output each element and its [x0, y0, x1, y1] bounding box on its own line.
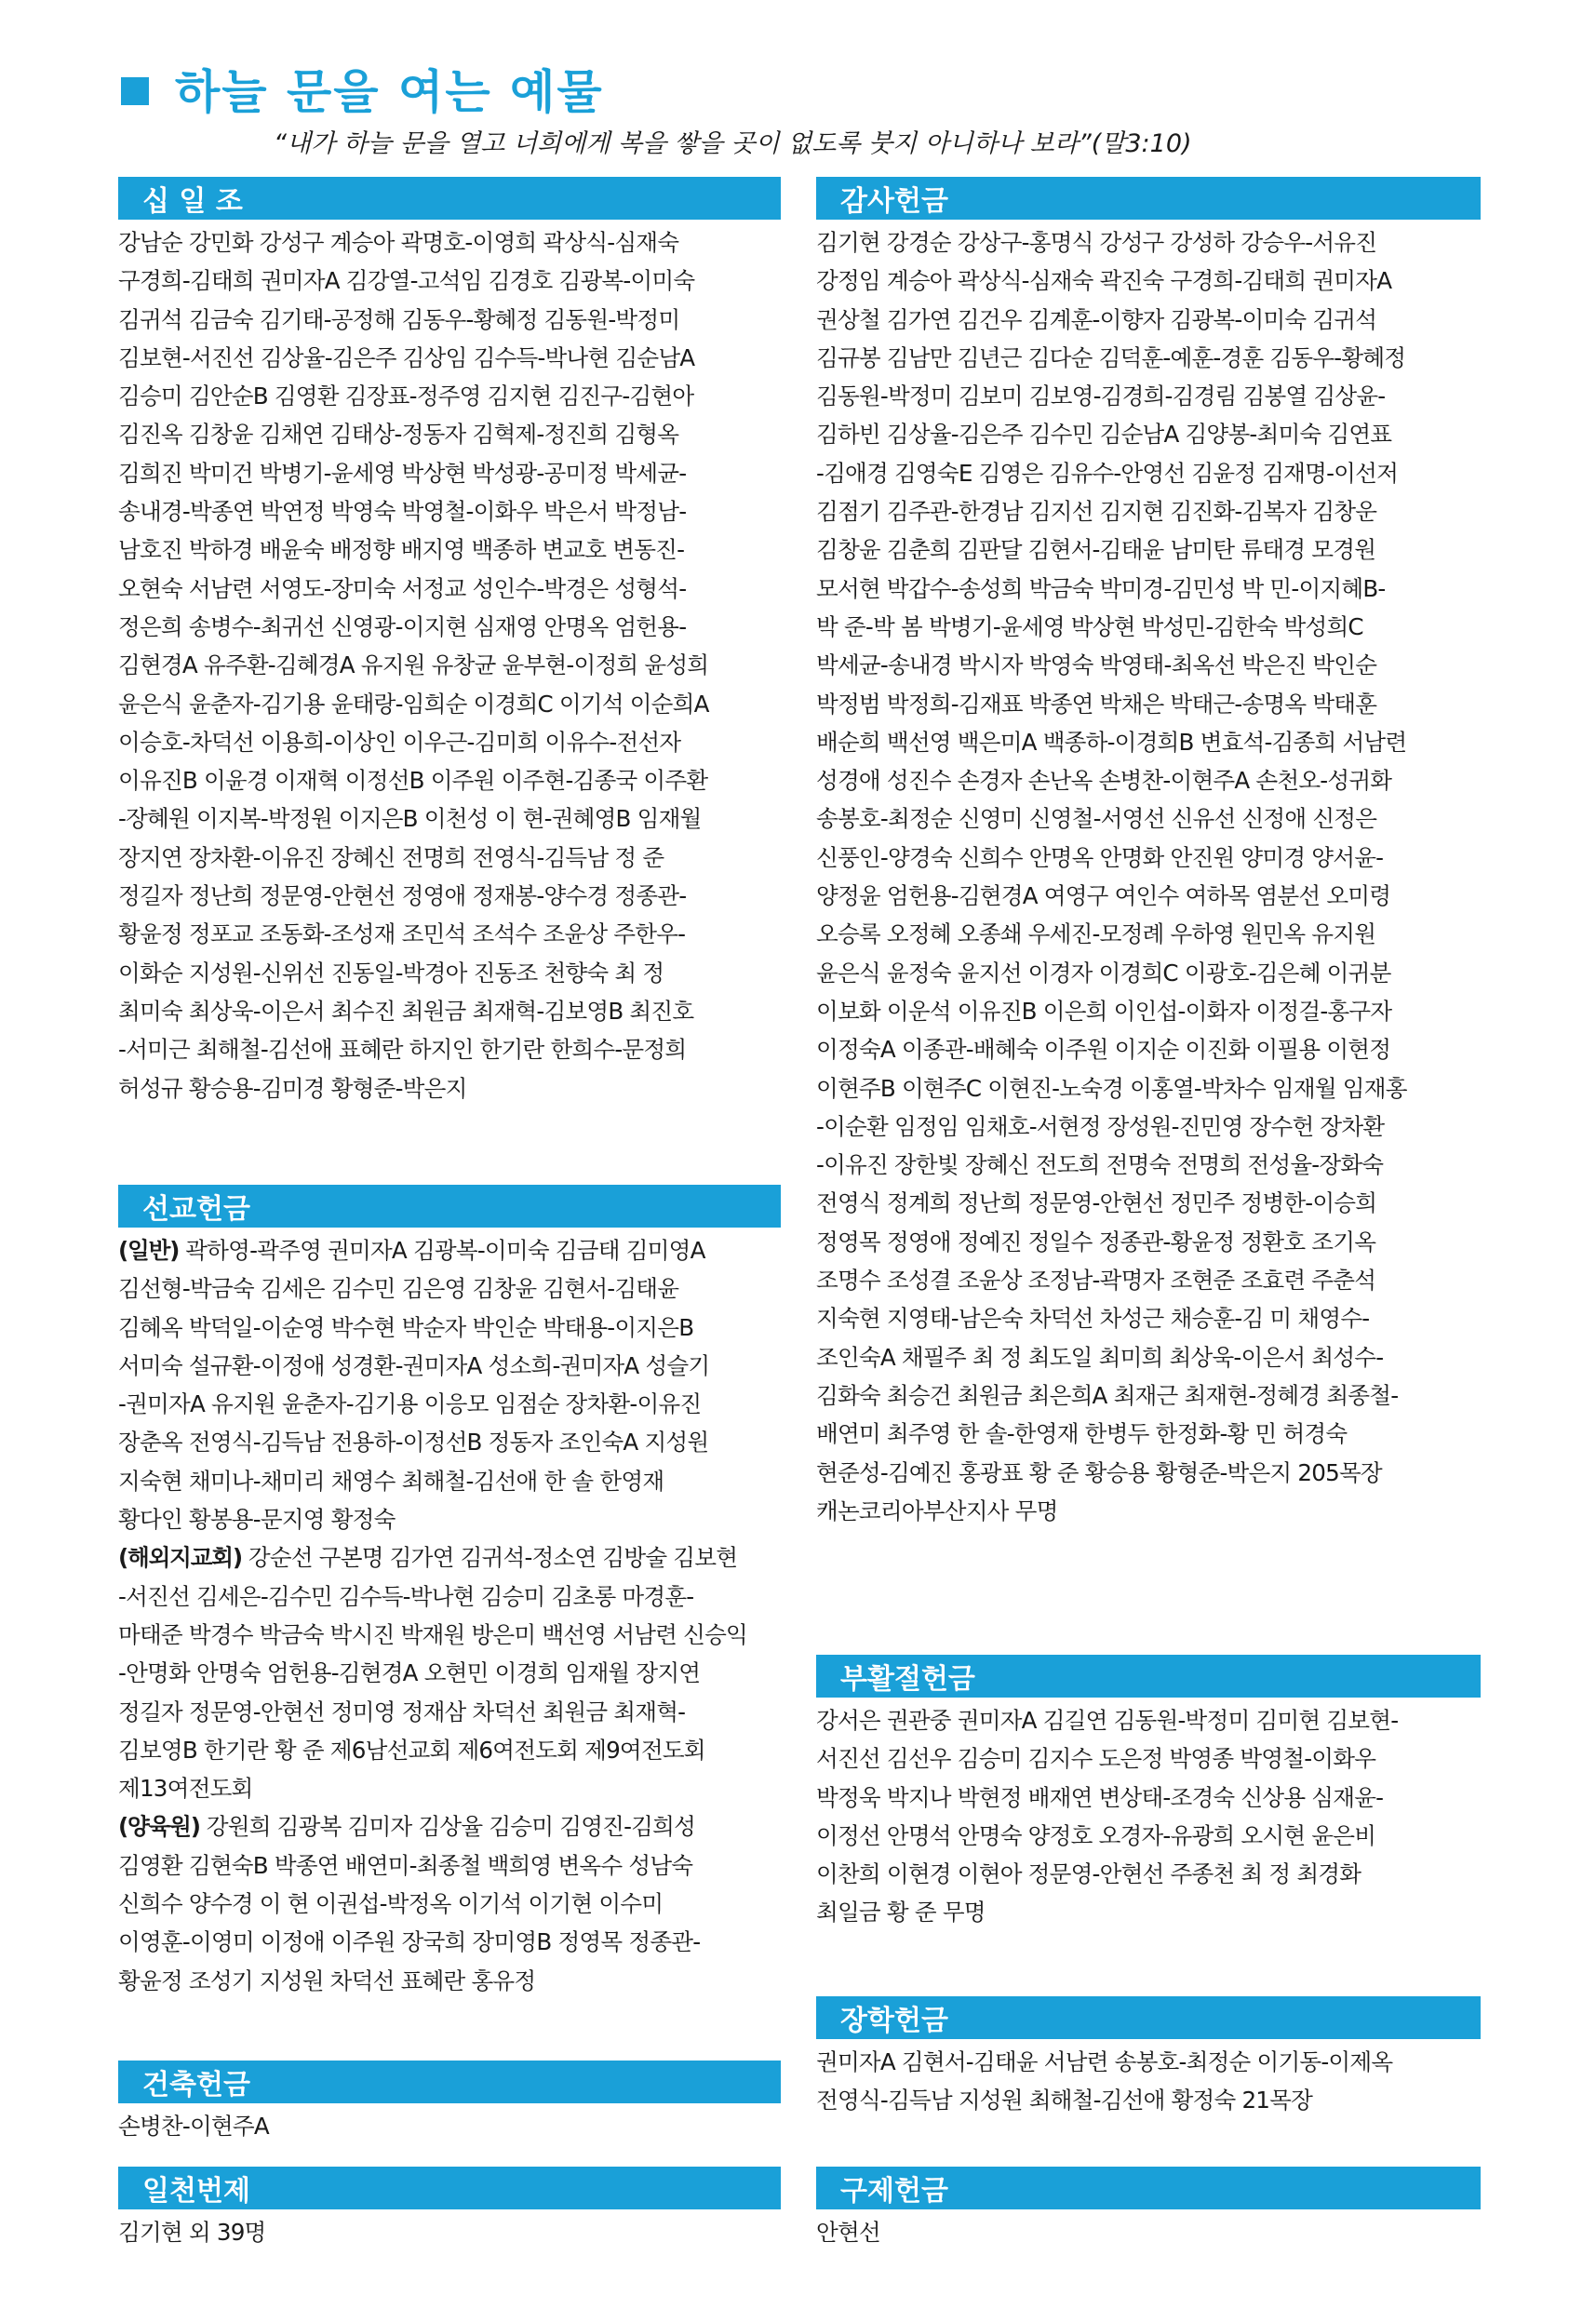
section-header-scholarship: 장학헌금 — [816, 1996, 1481, 2039]
section-header-ilcheon: 일천번제 — [118, 2167, 781, 2209]
section-header-building: 건축헌금 — [118, 2061, 781, 2103]
relief-names: 안현선 — [816, 2219, 880, 2246]
scholarship-names: 권미자A 김현서-김태윤 서남련 송봉호-최정순 이기동-이제옥 전영식-김득남 지성원 최해철-김선애 황정숙 21목장 — [816, 2048, 1393, 2114]
section-building — [118, 2061, 781, 2145]
section-relief — [816, 2167, 1481, 2251]
section-scholarship — [816, 1996, 1481, 2120]
section-mission — [118, 1185, 781, 2000]
mission-group-overseas-names: 강순선 구본명 김가연 김귀석-정소연 김방술 김보현 -서진선 김세은-김수민 김수득-박나현 김승미 김초롱 마경훈- 마태준 박경수 박금숙 박시진 박재원 방은미 백선영 서남련 신승익 -안명화 안명숙 엄헌용-김현경A 오현민 이경희 임재월 장지연 정길자 정문영-안현선 정미영 정재삼 차덕선 최원금 최재혁- 김보영B 한기란 황 준 제6남선교회 제6여전도회 제9여전도회 제13여전도회 — [118, 1544, 747, 1803]
section-easter — [816, 1655, 1481, 1932]
section-header-easter: 부활절헌금 — [816, 1655, 1481, 1698]
bible-verse: “내가 하늘 문을 열고 너희에게 복을 쌓을 곳이 없도록 붓지 아니하나 보라”(말3:10) — [274, 129, 1192, 158]
easter-names: 강서은 권관중 권미자A 김길연 김동원-박정미 김미현 김보현- 서진선 김선우 김승미 김지수 도은정 박영종 박영철-이화우 박정욱 박지나 박현정 배재연 변상태-조경숙 신상용 심재윤- 이정선 안명석 안명숙 양정호 오경자-유광희 오시현 윤은비 이찬희 이현경 이현아 정문영-안현선 주종천 최 정 최경화 최일금 황 준 무명 — [816, 1707, 1399, 1926]
ilcheon-names: 김기현 외 39명 — [118, 2219, 266, 2246]
mission-group-label-general: (일반) — [118, 1237, 180, 1264]
mission-group-label-orphanage: (양육원) — [118, 1813, 200, 1841]
page-title: 하늘 문을 여는 예물 — [175, 65, 604, 119]
mission-names — [118, 1231, 781, 2000]
page-title-row — [121, 56, 604, 121]
section-thanks — [816, 177, 1481, 1530]
thanks-names: 김기현 강경순 강상구-홍명식 강성구 강성하 강승우-서유진 강정임 계승아 곽상식-심재숙 곽진숙 구경희-김태희 권미자A 권상철 김가연 김건우 김계훈-이향자 김광복-이미숙 김귀석 김규봉 김남만 김년근 김다순 김덕훈-예훈-경훈 김동우-황혜정 김동원-박정미 김보미 김보영-김경희-김경림 김봉열 김상윤- 김하빈 김상율-김은주 김수민 김순남A 김양봉-최미숙 김연표 -김애경 김영숙E 김영은 김유수-안영선 김윤정 김재명-이선저 김점기 김주관-한경남 김지선 김지현 김진화-김복자 김창운 김창윤 김춘희 김판달 김현서-김태윤 남미탄 류태경 모경원 모서현 박갑수-송성희 박금숙 박미경-김민성 박 민-이지혜B- 박 준-박 봄 박병기-윤세영 박상현 박성민-김한숙 박성희C 박세균-송내경 박시자 박영숙 박영태-최옥선 박은진 박인순 박정범 박정희-김재표 박종연 박채은 박태근-송명옥 박태훈 배순희 백선영 백은미A 백종하-이경희B 변효석-김종희 서남련 성경애 성진수 손경자 손난옥 손병찬-이현주A 손천오-성귀화 송봉호-최정순 신영미 신영철-서영선 신유선 신정애 신정은 신풍인-양경숙 신희수 안명옥 안명화 안진원 양미경 양서윤- 양정윤 엄헌용-김현경A 여영구 여인수 여하목 염분선 오미령 오승록 오정혜 오종쇄 우세진-모정례 우하영 원민옥 유지원 윤은식 윤정숙 윤지선 이경자 이경희C 이광호-김은혜 이귀분 이보화 이운석 이유진B 이은희 이인섭-이화자 이정걸-홍구자 이정숙A 이종관-배혜숙 이주원 이지순 이진화 이필용 이현정 이현주B 이현주C 이현진-노숙경 이홍열-박차수 임재월 임재홍 -이순환 임정임 임채호-서현정 장성원-진민영 장수헌 장차환 -이유진 장한빛 장혜신 전도희 전명숙 전명희 전성율-장화숙 전영식 정계희 정난희 정문영-안현선 정민주 정병한-이승희 정영목 정영애 정예진 정일수 정종관-황윤정 정환호 조기옥 조명수 조성결 조윤상 조정남-곽명자 조현준 조효련 주춘석 지숙현 지영태-남은숙 차덕선 차성근 채승훈-김 미 채영수- 조인숙A 채필주 최 정 최도일 최미희 최상욱-이은서 최성수- 김화숙 최승건 최원금 최은희A 최재근 최재현-정혜경 최종철- 배연미 최주영 한 솔-한영재 한병두 한정화-황 민 허경숙 현준성-김예진 홍광표 황 준 황승용 황형준-박은지 205목장 캐논코리아부산지사 무명 — [816, 229, 1407, 1524]
tithe-names: 강남순 강민화 강성구 계승아 곽명호-이영희 곽상식-심재숙 구경희-김태희 권미자A 김강열-고석임 김경호 김광복-이미숙 김귀석 김금숙 김기태-공정해 김동우-황혜정 김동원-박정미 김보현-서진선 김상율-김은주 김상임 김수득-박나현 김순남A 김승미 김안순B 김영환 김장표-정주영 김지현 김진구-김현아 김진옥 김창윤 김채연 김태상-정동자 김혁제-정진희 김형옥 김희진 박미건 박병기-윤세영 박상현 박성광-공미정 박세균- 송내경-박종연 박연정 박영숙 박영철-이화우 박은서 박정남- 남호진 박하경 배윤숙 배정향 배지영 백종하 변교호 변동진- 오현숙 서남련 서영도-장미숙 서정교 성인수-박경은 성형석- 정은희 송병수-최귀선 신영광-이지현 심재영 안명옥 엄헌용- 김현경A 유주환-김혜경A 유지원 유창균 윤부현-이정희 윤성희 윤은식 윤춘자-김기용 윤태랑-임희순 이경희C 이기석 이순희A 이승호-차덕선 이용희-이상인 이우근-김미희 이유수-전선자 이유진B 이윤경 이재혁 이정선B 이주원 이주현-김종국 이주환 -장혜원 이지복-박정원 이지은B 이천성 이 현-권혜영B 임재월 장지연 장차환-이유진 장혜신 전명희 전영식-김득남 정 준 정길자 정난희 정문영-안현선 정영애 정재봉-양수경 정종관- 황윤정 정포교 조동화-조성재 조민석 조석수 조윤상 주한우- 이화순 지성원-신위선 진동일-박경아 진동조 천향숙 최 정 최미숙 최상욱-이은서 최수진 최원금 최재혁-김보영B 최진호 -서미근 최해철-김선애 표혜란 하지인 한기란 한희수-문정희 허성규 황승용-김미경 황형준-박은지 — [118, 229, 709, 1102]
building-names: 손병찬-이현주A — [118, 2113, 269, 2140]
section-header-mission: 선교헌금 — [118, 1185, 781, 1228]
section-header-tithe: 십 일 조 — [118, 177, 781, 220]
mission-group-orphanage-names: 강원희 김광복 김미자 김상율 김승미 김영진-김희성 김영환 김현숙B 박종연 배연미-최종철 백희영 변옥수 성남숙 신희수 양수경 이 현 이권섭-박정옥 이기석 이기현 이수미 이영훈-이영미 이정애 이주원 장국희 장미영B 정영목 정종관- 황윤정 조성기 지성원 차덕선 표혜란 홍유정 — [118, 1813, 701, 1994]
section-header-relief: 구제헌금 — [816, 2167, 1481, 2209]
section-ilcheon — [118, 2167, 781, 2251]
section-header-thanks: 감사헌금 — [816, 177, 1481, 220]
section-tithe — [118, 177, 781, 1108]
mission-group-general-names: 곽하영-곽주영 권미자A 김광복-이미숙 김금태 김미영A 김선형-박금숙 김세은 김수민 김은영 김창윤 김현서-김태윤 김혜옥 박덕일-이순영 박수현 박순자 박인순 박태용-이지은B 서미숙 설규환-이정애 성경환-권미자A 성소희-권미자A 성슬기 -권미자A 유지원 윤춘자-김기용 이응모 임점순 장차환-이유진 장춘옥 전영식-김득남 전용하-이정선B 정동자 조인숙A 지성원 지숙현 채미나-채미리 채영수 최해철-김선애 한 솔 한영재 황다인 황봉용-문지영 황정숙 — [118, 1237, 710, 1534]
bullet-square-icon — [121, 77, 149, 105]
mission-group-label-overseas: (해외지교회) — [118, 1544, 242, 1572]
